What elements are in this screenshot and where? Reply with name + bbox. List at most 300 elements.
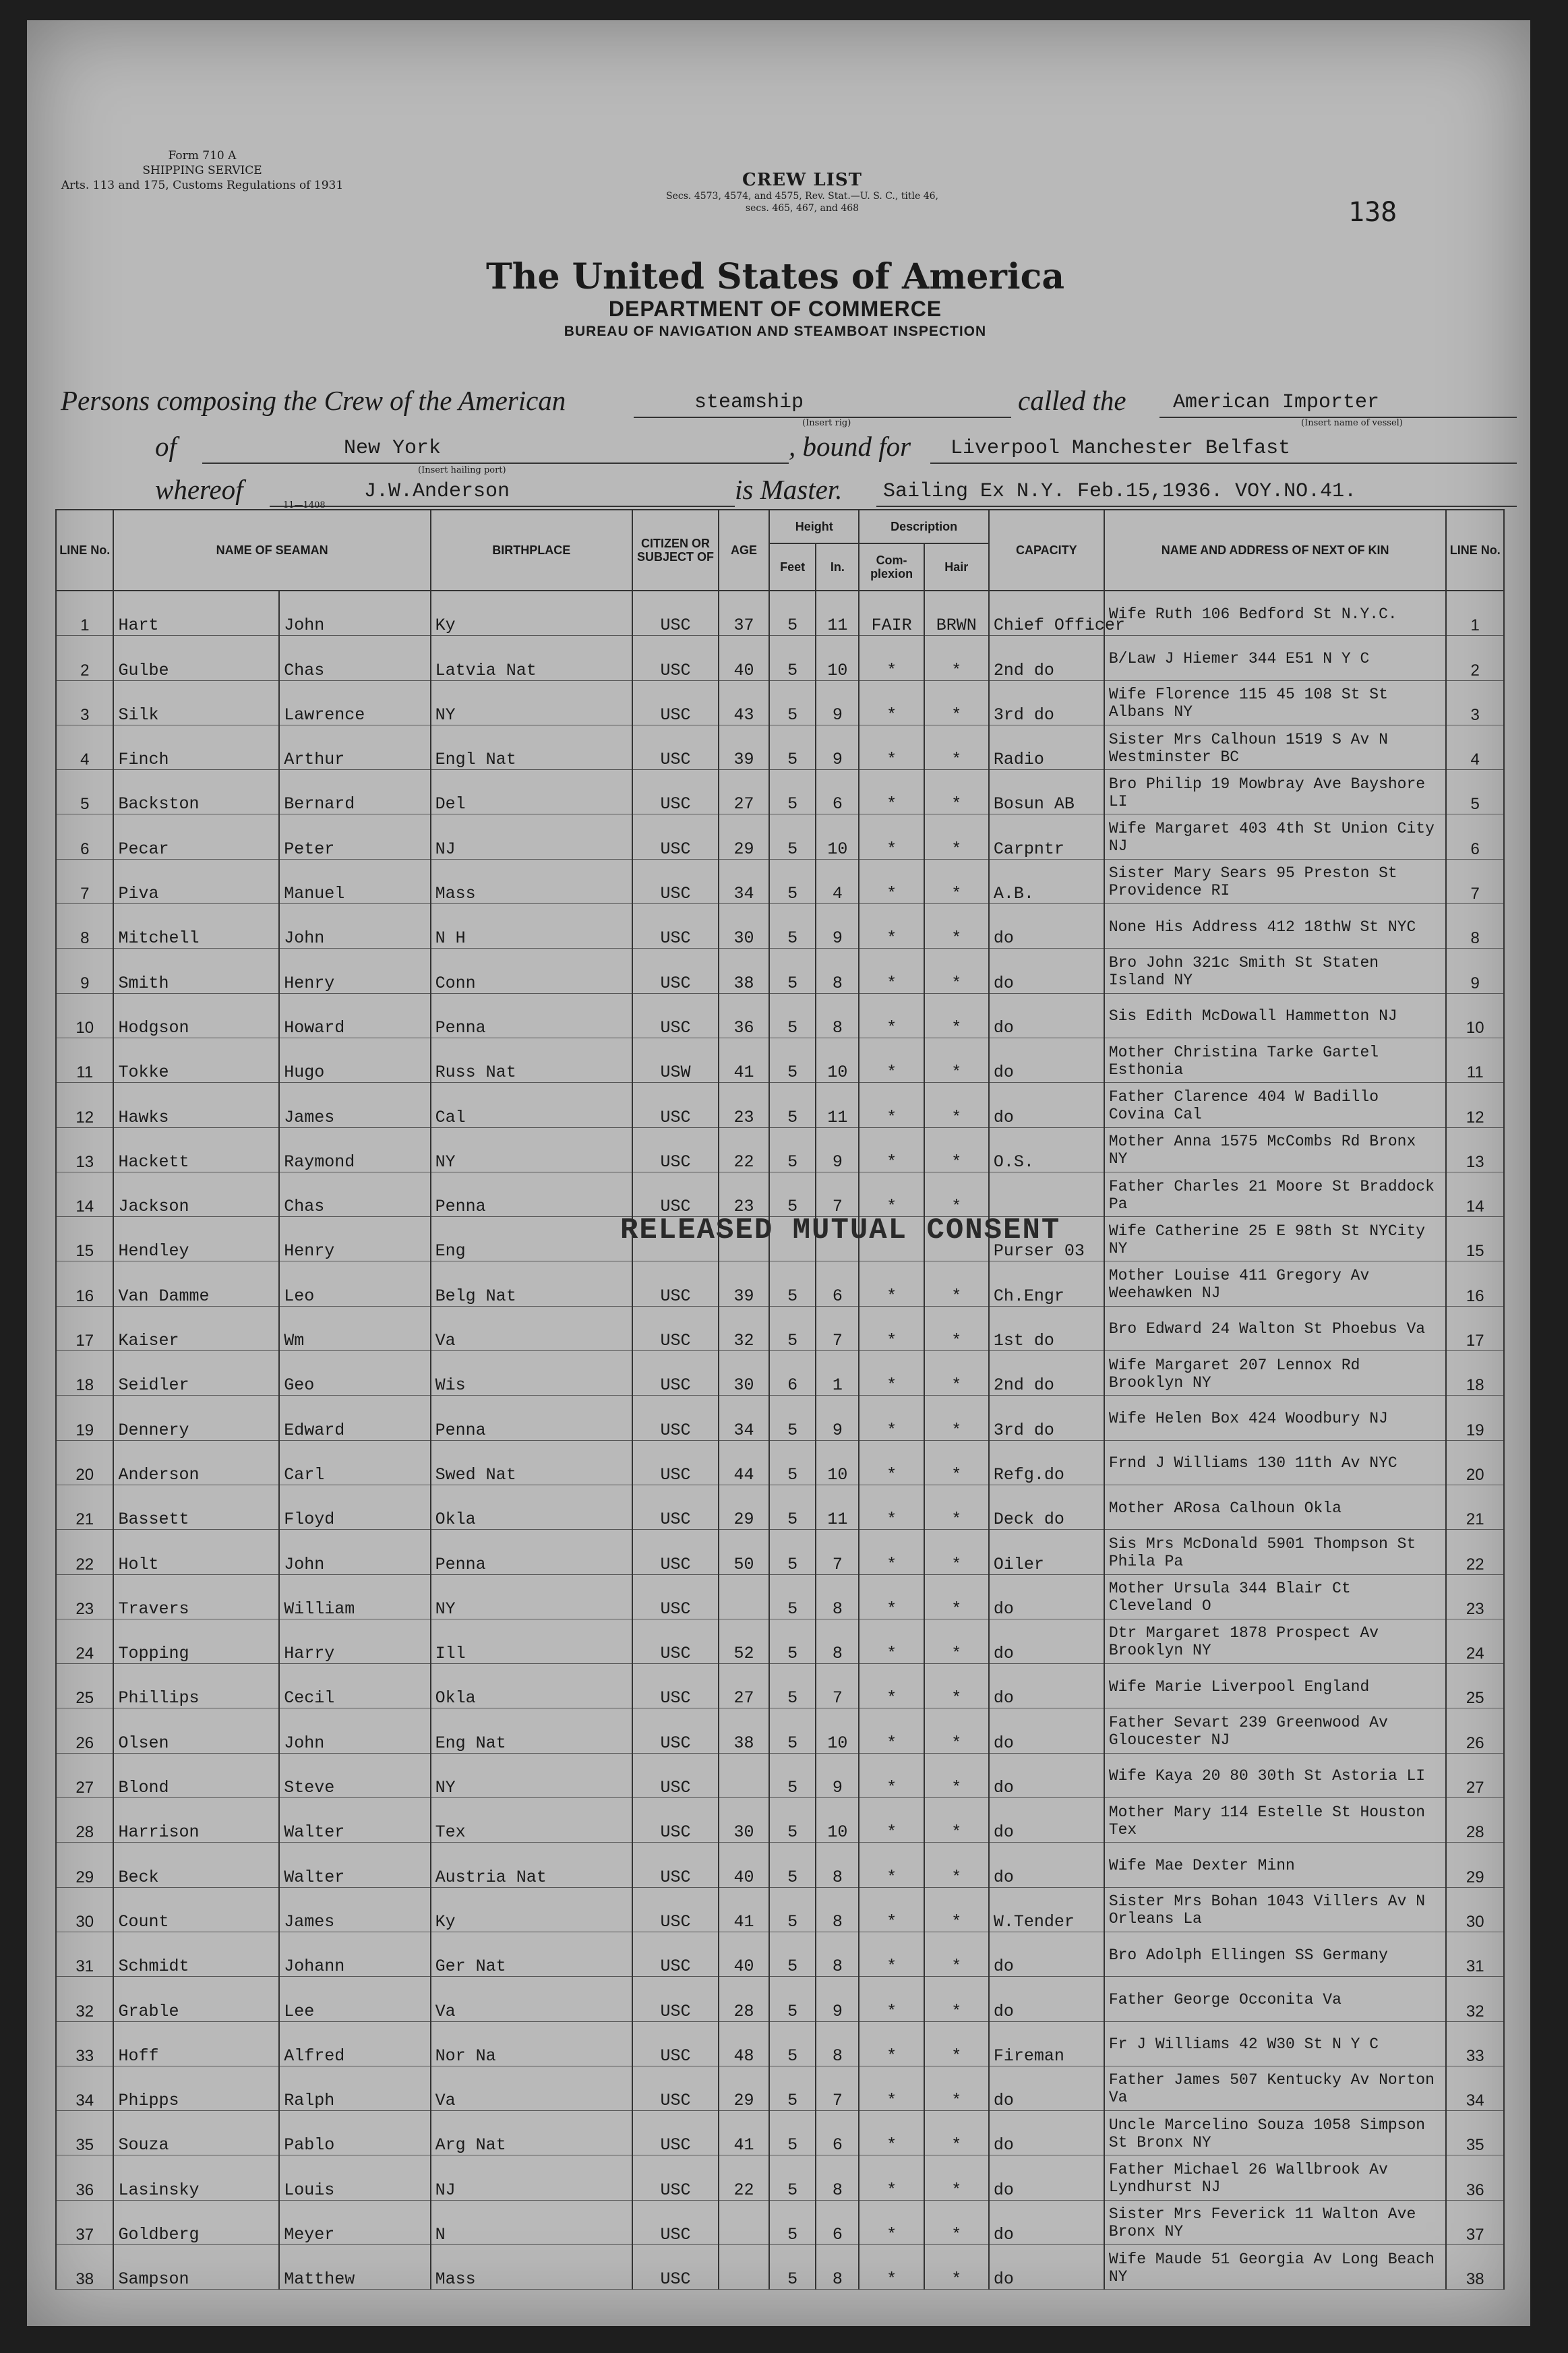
complexion: * — [859, 1306, 924, 1350]
birthplace: Tex — [431, 1798, 632, 1843]
height-inches: 9 — [816, 680, 859, 725]
surname: Mitchell — [113, 904, 279, 949]
col-inches: In. — [816, 543, 859, 591]
birthplace: Austria Nat — [431, 1843, 632, 1887]
citizenship: USC — [632, 2111, 719, 2155]
line-number-right: 34 — [1446, 2066, 1504, 2110]
crew-list-heading — [607, 170, 998, 214]
given-name: Louis — [279, 2155, 430, 2200]
line-number: 27 — [56, 1753, 113, 1797]
table-row — [56, 1977, 1504, 2021]
hair: * — [924, 1798, 989, 1843]
col-height: Height — [769, 510, 860, 543]
crew-rows — [56, 591, 1504, 2290]
capacity: do — [989, 904, 1104, 949]
given-name: Manuel — [279, 859, 430, 903]
line-number-right: 13 — [1446, 1127, 1504, 1172]
col-complexion: Com- plexion — [859, 543, 924, 591]
age: 29 — [719, 1485, 769, 1529]
called-label: called the — [1018, 385, 1126, 416]
height-feet: 5 — [769, 949, 816, 993]
surname: Olsen — [113, 1708, 279, 1753]
height-feet: 5 — [769, 1306, 816, 1350]
age: 52 — [719, 1619, 769, 1663]
birthplace: Penna — [431, 1530, 632, 1574]
height-feet: 5 — [769, 904, 816, 949]
height-inches: 10 — [816, 1708, 859, 1753]
surname: Hendley — [113, 1217, 279, 1261]
citizenship: USC — [632, 1485, 719, 1529]
line-number: 2 — [56, 636, 113, 680]
nation-title: The United States of America — [485, 256, 1065, 297]
birthplace: Eng — [431, 1217, 632, 1261]
surname: Hawks — [113, 1083, 279, 1127]
line-number: 30 — [56, 1887, 113, 1932]
hair: * — [924, 993, 989, 1038]
line-number-right: 29 — [1446, 1843, 1504, 1887]
capacity: do — [989, 1843, 1104, 1887]
height-inches: 10 — [816, 1440, 859, 1485]
capacity: Purser 03 — [989, 1217, 1104, 1261]
surname: Pecar — [113, 814, 279, 859]
line-number: 32 — [56, 1977, 113, 2021]
age: 27 — [719, 1664, 769, 1708]
birthplace: Wis — [431, 1351, 632, 1396]
line-number: 21 — [56, 1485, 113, 1529]
surname: Backston — [113, 770, 279, 814]
table-row — [56, 949, 1504, 993]
next-of-kin: Mother Louise 411 Gregory Av Weehawken NJ — [1104, 1261, 1447, 1306]
table-row — [56, 1887, 1504, 1932]
table-row — [56, 1038, 1504, 1082]
surname: Finch — [113, 725, 279, 769]
line-number-right: 38 — [1446, 2244, 1504, 2289]
table-row — [56, 636, 1504, 680]
line-number-right: 22 — [1446, 1530, 1504, 1574]
line-number-right: 32 — [1446, 1977, 1504, 2021]
height-inches: 8 — [816, 1574, 859, 1619]
citizenship: USC — [632, 814, 719, 859]
form-identifier — [47, 148, 357, 193]
hair: * — [924, 1083, 989, 1127]
birthplace: Ill — [431, 1619, 632, 1663]
height-inches: 8 — [816, 1843, 859, 1887]
given-name: Lawrence — [279, 680, 430, 725]
citizenship: USC — [632, 1172, 719, 1216]
form-number: Form 710 A — [168, 149, 237, 162]
port-value: New York — [344, 437, 442, 460]
line-number-right: 9 — [1446, 949, 1504, 993]
capacity: Carpntr — [989, 814, 1104, 859]
line-number: 3 — [56, 680, 113, 725]
table-row — [56, 725, 1504, 769]
next-of-kin: Fr J Williams 42 W30 St N Y C — [1104, 2021, 1447, 2066]
surname: Grable — [113, 1977, 279, 2021]
complexion: * — [859, 1530, 924, 1574]
capacity: Oiler — [989, 1530, 1104, 1574]
age: 38 — [719, 1708, 769, 1753]
given-name: Floyd — [279, 1485, 430, 1529]
col-name: NAME OF SEAMAN — [113, 510, 430, 591]
age — [719, 1753, 769, 1797]
given-name: Alfred — [279, 2021, 430, 2066]
hair: * — [924, 1664, 989, 1708]
line-number: 24 — [56, 1619, 113, 1663]
surname: Goldberg — [113, 2200, 279, 2244]
citizenship: USC — [632, 859, 719, 903]
next-of-kin: Sister Mrs Bohan 1043 Villers Av N Orleans La — [1104, 1887, 1447, 1932]
birthplace: Nor Na — [431, 2021, 632, 2066]
surname: Tokke — [113, 1038, 279, 1082]
age: 48 — [719, 2021, 769, 2066]
height-feet: 5 — [769, 680, 816, 725]
hair: * — [924, 1887, 989, 1932]
line-number: 16 — [56, 1261, 113, 1306]
next-of-kin: Wife Marie Liverpool England — [1104, 1664, 1447, 1708]
form-service: SHIPPING SERVICE — [142, 164, 262, 177]
height-inches: 1 — [816, 1351, 859, 1396]
next-of-kin: Sis Mrs McDonald 5901 Thompson St Phila Pa — [1104, 1530, 1447, 1574]
complexion: * — [859, 1440, 924, 1485]
complexion: * — [859, 1708, 924, 1753]
hair: * — [924, 1977, 989, 2021]
next-of-kin: Father Charles 21 Moore St Braddock Pa — [1104, 1172, 1447, 1216]
line-number: 28 — [56, 1798, 113, 1843]
complexion: * — [859, 725, 924, 769]
given-name: John — [279, 591, 430, 636]
complexion: * — [859, 1619, 924, 1663]
hair: * — [924, 1127, 989, 1172]
given-name: James — [279, 1887, 430, 1932]
age: 22 — [719, 2155, 769, 2200]
capacity: 3rd do — [989, 1396, 1104, 1440]
height-inches: 10 — [816, 1798, 859, 1843]
capacity: Radio — [989, 725, 1104, 769]
line-number: 25 — [56, 1664, 113, 1708]
citizenship: USC — [632, 1887, 719, 1932]
next-of-kin: Bro John 321c Smith St Staten Island NY — [1104, 949, 1447, 993]
birthplace: Mass — [431, 2244, 632, 2289]
of-label: of — [155, 431, 177, 462]
height-feet: 5 — [769, 1798, 816, 1843]
next-of-kin: Wife Mae Dexter Minn — [1104, 1843, 1447, 1887]
capacity: do — [989, 2244, 1104, 2289]
col-feet: Feet — [769, 543, 816, 591]
line-number-right: 37 — [1446, 2200, 1504, 2244]
sailing-note: Sailing Ex N.Y. Feb.15,1936. VOY.NO.41. — [883, 480, 1357, 503]
given-name: Peter — [279, 814, 430, 859]
table-row — [56, 591, 1504, 636]
surname: Hodgson — [113, 993, 279, 1038]
line-number: 19 — [56, 1396, 113, 1440]
height-feet: 5 — [769, 1664, 816, 1708]
hair: * — [924, 1485, 989, 1529]
next-of-kin: Sis Edith McDowall Hammetton NJ — [1104, 993, 1447, 1038]
table-row — [56, 1261, 1504, 1306]
surname: Travers — [113, 1574, 279, 1619]
complexion: * — [859, 1843, 924, 1887]
line-number-right: 20 — [1446, 1440, 1504, 1485]
citizenship: USC — [632, 1351, 719, 1396]
next-of-kin: Mother ARosa Calhoun Okla — [1104, 1485, 1447, 1529]
capacity: A.B. — [989, 859, 1104, 903]
table-row — [56, 1396, 1504, 1440]
height-feet: 5 — [769, 1440, 816, 1485]
height-inches: 10 — [816, 1038, 859, 1082]
given-name: Cecil — [279, 1664, 430, 1708]
line-number-right: 35 — [1446, 2111, 1504, 2155]
complexion: * — [859, 1977, 924, 2021]
height-inches: 8 — [816, 1887, 859, 1932]
complexion: * — [859, 1574, 924, 1619]
age: 29 — [719, 2066, 769, 2110]
line-number: 35 — [56, 2111, 113, 2155]
age — [719, 1574, 769, 1619]
citizenship: USW — [632, 1038, 719, 1082]
sailing-underline — [876, 506, 1517, 507]
age: 50 — [719, 1530, 769, 1574]
height-feet: 5 — [769, 2021, 816, 2066]
line-number-right: 11 — [1446, 1038, 1504, 1082]
col-hair: Hair — [924, 543, 989, 591]
statutes-line-1: Secs. 4573, 4574, and 4575, Rev. Stat.—U. S. C., title 46, — [666, 191, 938, 202]
birthplace: Okla — [431, 1664, 632, 1708]
capacity: Deck do — [989, 1485, 1104, 1529]
line-number: 11 — [56, 1038, 113, 1082]
capacity: do — [989, 1977, 1104, 2021]
surname: Anderson — [113, 1440, 279, 1485]
line-number-right: 26 — [1446, 1708, 1504, 1753]
citizenship: USC — [632, 2021, 719, 2066]
hair: * — [924, 1753, 989, 1797]
height-feet: 5 — [769, 859, 816, 903]
next-of-kin: B/Law J Hiemer 344 E51 N Y C — [1104, 636, 1447, 680]
next-of-kin: Mother Anna 1575 McCombs Rd Bronx NY — [1104, 1127, 1447, 1172]
given-name: Steve — [279, 1753, 430, 1797]
height-inches: 9 — [816, 1753, 859, 1797]
height-inches: 8 — [816, 1619, 859, 1663]
hair: * — [924, 1708, 989, 1753]
height-feet: 5 — [769, 725, 816, 769]
citizenship: USC — [632, 2244, 719, 2289]
hair: * — [924, 859, 989, 903]
line-number: 23 — [56, 1574, 113, 1619]
line-number: 6 — [56, 814, 113, 859]
given-name: Meyer — [279, 2200, 430, 2244]
age: 38 — [719, 949, 769, 993]
given-name: Chas — [279, 1172, 430, 1216]
surname: Hoff — [113, 2021, 279, 2066]
complexion: * — [859, 1887, 924, 1932]
table-row — [56, 2021, 1504, 2066]
crew-list-document — [27, 20, 1530, 2326]
hair: * — [924, 1038, 989, 1082]
form-articles: Arts. 113 and 175, Customs Regulations of 1931 — [61, 179, 344, 192]
given-name: Raymond — [279, 1127, 430, 1172]
line-number: 36 — [56, 2155, 113, 2200]
surname: Holt — [113, 1530, 279, 1574]
given-name: Lee — [279, 1977, 430, 2021]
given-name: Walter — [279, 1843, 430, 1887]
crew-table — [55, 509, 1505, 2290]
age: 39 — [719, 725, 769, 769]
next-of-kin: Wife Maude 51 Georgia Av Long Beach NY — [1104, 2244, 1447, 2289]
capacity: 3rd do — [989, 680, 1104, 725]
birthplace: Latvia Nat — [431, 636, 632, 680]
citizenship: USC — [632, 1932, 719, 1976]
citizenship: USC — [632, 949, 719, 993]
line-number-right: 19 — [1446, 1396, 1504, 1440]
col-citizen: CITIZEN OR SUBJECT OF — [632, 510, 719, 591]
col-capacity: CAPACITY — [989, 510, 1104, 591]
capacity: 2nd do — [989, 636, 1104, 680]
is-master-label: is Master. — [735, 474, 843, 505]
capacity: Fireman — [989, 2021, 1104, 2066]
age: 29 — [719, 814, 769, 859]
table-row — [56, 1440, 1504, 1485]
height-inches: 10 — [816, 814, 859, 859]
table-row — [56, 993, 1504, 1038]
citizenship: USC — [632, 1798, 719, 1843]
given-name: Bernard — [279, 770, 430, 814]
capacity: do — [989, 1753, 1104, 1797]
table-row — [56, 859, 1504, 903]
age: 23 — [719, 1083, 769, 1127]
capacity — [989, 1172, 1104, 1216]
citizenship: USC — [632, 2155, 719, 2200]
table-row — [56, 1485, 1504, 1529]
line-number: 1 — [56, 591, 113, 636]
given-name: Leo — [279, 1261, 430, 1306]
next-of-kin: Father James 507 Kentucky Av Norton Va — [1104, 2066, 1447, 2110]
birthplace: Belg Nat — [431, 1261, 632, 1306]
surname: Souza — [113, 2111, 279, 2155]
table-row — [56, 1932, 1504, 1976]
next-of-kin: Wife Kaya 20 80 30th St Astoria LI — [1104, 1753, 1447, 1797]
master-value: J.W.Anderson — [364, 480, 510, 503]
height-inches: 8 — [816, 949, 859, 993]
citizenship: USC — [632, 636, 719, 680]
citizenship: USC — [632, 2066, 719, 2110]
complexion: * — [859, 1038, 924, 1082]
vessel-hint: (Insert name of vessel) — [1301, 418, 1403, 428]
height-inches: 8 — [816, 2155, 859, 2200]
height-inches: 9 — [816, 904, 859, 949]
complexion: * — [859, 993, 924, 1038]
next-of-kin: Wife Ruth 106 Bedford St N.Y.C. — [1104, 591, 1447, 636]
table-row — [56, 1351, 1504, 1396]
height-inches: 6 — [816, 2111, 859, 2155]
given-name: Pablo — [279, 2111, 430, 2155]
table-row — [56, 1083, 1504, 1127]
table-row — [56, 1798, 1504, 1843]
port-hint: (Insert hailing port) — [418, 465, 506, 475]
col-description: Description — [859, 510, 988, 543]
height-feet: 5 — [769, 1038, 816, 1082]
birthplace: Ky — [431, 591, 632, 636]
line-number-right: 33 — [1446, 2021, 1504, 2066]
line-number-right: 12 — [1446, 1083, 1504, 1127]
age: 22 — [719, 1127, 769, 1172]
age: 30 — [719, 1798, 769, 1843]
height-inches: 4 — [816, 859, 859, 903]
capacity: do — [989, 1932, 1104, 1976]
line-number: 7 — [56, 859, 113, 903]
age: 41 — [719, 1887, 769, 1932]
citizenship: USC — [632, 1753, 719, 1797]
col-birthplace: BIRTHPLACE — [431, 510, 632, 591]
complexion: * — [859, 1083, 924, 1127]
age: 44 — [719, 1440, 769, 1485]
birthplace: N — [431, 2200, 632, 2244]
line-number: 12 — [56, 1083, 113, 1127]
table-row — [56, 1172, 1504, 1216]
height-inches: 7 — [816, 1530, 859, 1574]
citizenship: USC — [632, 1306, 719, 1350]
citizenship: USC — [632, 1530, 719, 1574]
citizenship: USC — [632, 591, 719, 636]
surname: Beck — [113, 1843, 279, 1887]
birthplace: Engl Nat — [431, 725, 632, 769]
complexion: * — [859, 1485, 924, 1529]
hair: * — [924, 725, 989, 769]
table-row — [56, 1664, 1504, 1708]
line-number: 13 — [56, 1127, 113, 1172]
given-name: Ralph — [279, 2066, 430, 2110]
line-number-right: 6 — [1446, 814, 1504, 859]
line-number: 26 — [56, 1708, 113, 1753]
line-number-right: 30 — [1446, 1887, 1504, 1932]
age: 30 — [719, 904, 769, 949]
next-of-kin: Bro Philip 19 Mowbray Ave Bayshore LI — [1104, 770, 1447, 814]
released-stamp: RELEASED MUTUAL CONSENT — [620, 1214, 1061, 1247]
height-inches: 7 — [816, 1172, 859, 1216]
height-inches: 11 — [816, 591, 859, 636]
height-feet: 5 — [769, 1127, 816, 1172]
capacity: Refg.do — [989, 1440, 1104, 1485]
hair: * — [924, 1619, 989, 1663]
given-name: Edward — [279, 1396, 430, 1440]
citizenship: USC — [632, 1127, 719, 1172]
line-number-right: 3 — [1446, 680, 1504, 725]
surname: Count — [113, 1887, 279, 1932]
next-of-kin: None His Address 412 18thW St NYC — [1104, 904, 1447, 949]
surname: Hackett — [113, 1127, 279, 1172]
given-name: Henry — [279, 1217, 430, 1261]
age — [719, 2244, 769, 2289]
given-name: John — [279, 1708, 430, 1753]
height-inches: 6 — [816, 770, 859, 814]
height-inches: 10 — [816, 636, 859, 680]
complexion: * — [859, 2200, 924, 2244]
line-number-right: 1 — [1446, 591, 1504, 636]
hair: * — [924, 680, 989, 725]
line-number-right: 36 — [1446, 2155, 1504, 2200]
line-number-right: 16 — [1446, 1261, 1504, 1306]
next-of-kin: Father Sevart 239 Greenwood Av Gloucester NJ — [1104, 1708, 1447, 1753]
next-of-kin: Mother Ursula 344 Blair Ct Cleveland O — [1104, 1574, 1447, 1619]
col-age: AGE — [719, 510, 769, 591]
next-of-kin: Wife Catherine 25 E 98th St NYCity NY — [1104, 1217, 1447, 1261]
given-name: John — [279, 1530, 430, 1574]
hair: * — [924, 2155, 989, 2200]
line-number: 15 — [56, 1217, 113, 1261]
capacity: do — [989, 2111, 1104, 2155]
birthplace: Mass — [431, 859, 632, 903]
rig-hint: (Insert rig) — [802, 418, 851, 428]
birthplace: Okla — [431, 1485, 632, 1529]
surname: Seidler — [113, 1351, 279, 1396]
